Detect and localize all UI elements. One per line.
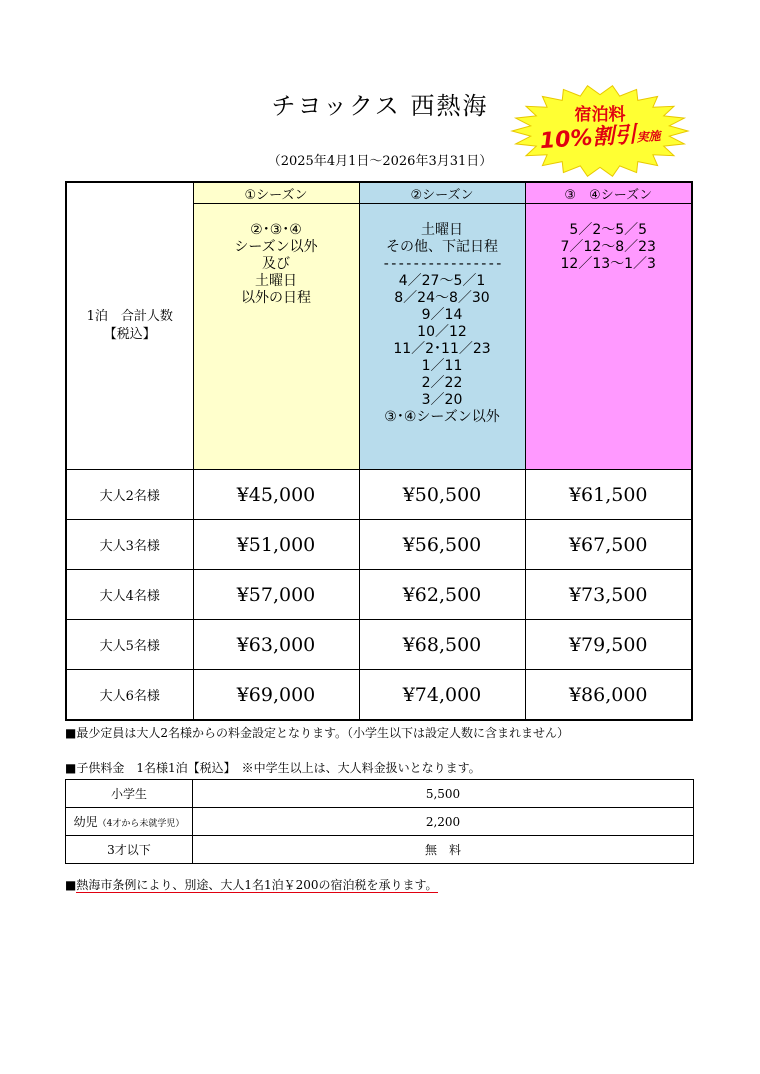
season2-header: ②シーズン (359, 182, 525, 204)
table-row: 小学生 5,500 (66, 780, 694, 808)
row-label-tax: 【税込】 (103, 327, 156, 342)
badge-line2: 10%割引実施 (539, 122, 661, 155)
minimum-occupancy-note: ■最少定員は大人2名様からの料金設定となります。（小学生以下は設定人数に含まれません） (65, 726, 570, 740)
season1-dates: ②･③･④ シーズン以外 及び 土曜日 以外の日程 (193, 204, 359, 470)
valid-period: （2025年4月1日～2026年3月31日） (267, 154, 493, 169)
child-price-table (65, 779, 694, 864)
season34-header: ③ ④シーズン (525, 182, 692, 204)
table-row: 大人2名様 ¥45,000 ¥50,500 ¥61,500 (66, 470, 692, 520)
season34-dates: 5／2～5／5 7／12～8／23 12／13～1／3 (525, 204, 692, 470)
child-price-heading: ■子供料金 1名様1泊【税込】 ※中学生以上は、大人料金扱いとなります。 (65, 761, 481, 775)
table-row: 大人6名様 ¥69,000 ¥74,000 ¥86,000 (66, 670, 692, 721)
table-row: 大人4名様 ¥57,000 ¥62,500 ¥73,500 (66, 570, 692, 620)
row-label-nights: 1泊 合計人数 (86, 309, 173, 324)
season2-dates: 土曜日 その他、下記日程 - - - - - - - - - - - - - - - - 4／27～5／1 8／24～8／30 9／14 10／12 11／2･11／23 1／11 2／22 3／20 ③･④シーズン以外 (359, 204, 525, 470)
price-table (65, 181, 693, 721)
season1-header: ①シーズン (193, 182, 359, 204)
table-row: 幼児（4才から未就学児） 2,200 (66, 808, 694, 836)
accommodation-tax-note: ■熱海市条例により、別途、大人1名1泊￥200の宿泊税を承ります。 (65, 878, 438, 892)
row-label-cell (66, 182, 193, 470)
table-row: 大人5名様 ¥63,000 ¥68,500 ¥79,500 (66, 620, 692, 670)
table-row: 3才以下 無 料 (66, 836, 694, 864)
badge-line1: 宿泊料 (574, 105, 626, 125)
table-row: 大人3名様 ¥51,000 ¥56,500 ¥67,500 (66, 520, 692, 570)
page-title: チヨックス 西熱海 (271, 92, 489, 120)
